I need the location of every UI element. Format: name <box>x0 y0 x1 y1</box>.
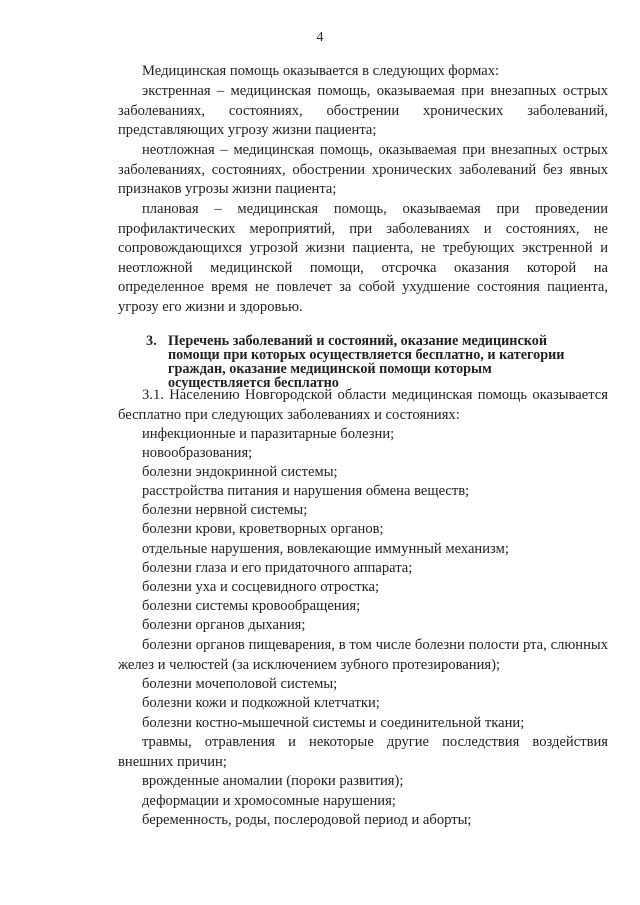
condition-item: деформации и хромосомные нарушения; <box>142 793 396 809</box>
condition-item: расстройства питания и нарушения обмена веществ; <box>142 483 470 499</box>
condition-item: врожденные аномалии (пороки развития); <box>142 773 404 789</box>
condition-item: инфекционные и паразитарные болезни; <box>142 426 395 442</box>
condition-item: болезни крови, кроветворных органов; <box>142 521 384 537</box>
intro-paragraph: Медицинская помощь оказывается в следующих формах: <box>142 63 500 79</box>
condition-item: болезни системы кровообращения; <box>142 598 361 614</box>
section-number: 3. <box>146 333 157 349</box>
condition-item: болезни органов пищеварения, в том числе болезни полости рта, слюнных желез и челюстей (за исключением зубного протезирования); <box>118 637 608 673</box>
condition-item: отдельные нарушения, вовлекающие иммунный механизм; <box>142 541 509 557</box>
page-number: 4 <box>316 30 324 45</box>
planned-paragraph: плановая – медицинская помощь, оказываемая при проведении профилактических мероприятий, при заболеваниях и состояниях, не сопровождающихся угрозой жизни пациента, не требующих экстренной и неотложной медицинской помощи, отсрочка оказания которой на определенное время не повлечет за собой ухудшение состояния пациента, угрозу его жизни и здоровью. <box>118 201 608 315</box>
condition-item: болезни уха и сосцевидного отростка; <box>142 579 380 595</box>
condition-item: болезни эндокринной системы; <box>142 464 338 480</box>
section-title: Перечень заболеваний и состояний, оказание медицинской помощи при которых осуществляется бесплатно, и категории граждан, оказание медицинской помощи которым осуществляется бесплатно <box>168 333 565 391</box>
condition-item: болезни костно-мышечной системы и соединительной ткани; <box>142 715 525 731</box>
condition-item: болезни мочеполовой системы; <box>142 676 338 692</box>
emergency-paragraph: экстренная – медицинская помощь, оказываемая при внезапных острых заболеваниях, состояниях, обострении хронических заболеваний, представляющих угрозу жизни пациента; <box>118 83 608 139</box>
condition-item: болезни органов дыхания; <box>142 617 306 633</box>
condition-item: беременность, роды, послеродовой период и аборты; <box>142 812 472 828</box>
condition-item: новообразования; <box>142 445 253 461</box>
condition-item: болезни кожи и подкожной клетчатки; <box>142 695 380 711</box>
urgent-paragraph: неотложная – медицинская помощь, оказываемая при внезапных острых заболеваниях, состояниях, обострении хронических заболеваний без явных признаков угрозы жизни пациента; <box>118 142 608 198</box>
condition-item: травмы, отравления и некоторые другие последствия воздействия внешних причин; <box>118 734 608 770</box>
clause-paragraph: 3.1. Населению Новгородской области медицинская помощь оказывается бесплатно при следующих заболеваниях и состояниях: <box>118 387 608 423</box>
condition-item: болезни глаза и его придаточного аппарата; <box>142 560 413 576</box>
condition-item: болезни нервной системы; <box>142 502 308 518</box>
